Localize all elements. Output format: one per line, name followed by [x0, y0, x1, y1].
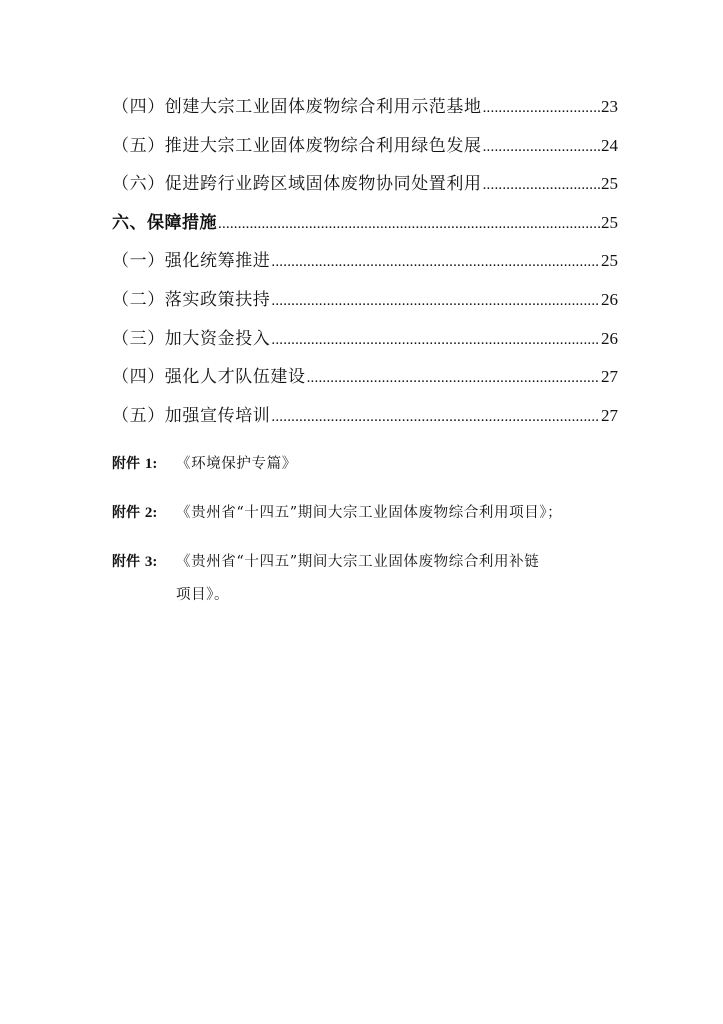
toc-dot-leader	[271, 286, 600, 316]
attachment-key-word: 附件	[112, 554, 140, 570]
attachment-title	[176, 546, 632, 612]
toc-entry-label: 六、保障措施	[112, 212, 217, 233]
attachment-title-continuation: 项目》。	[176, 587, 230, 603]
toc-dot-leader	[271, 402, 600, 432]
toc-dot-leader	[307, 363, 600, 393]
toc-entry[interactable]	[112, 401, 618, 440]
toc-entry-label: （五）加强宣传培训	[112, 405, 271, 426]
toc-entry[interactable]	[112, 246, 618, 285]
attachment-item	[112, 448, 632, 481]
attachment-number: 3:	[144, 554, 158, 570]
toc-page-number: 24	[601, 135, 618, 155]
toc-dot-leader	[271, 325, 600, 355]
toc-page-number: 25	[601, 212, 618, 232]
attachment-title-text: 《环境保护专篇》	[176, 456, 297, 472]
attachment-key	[112, 546, 176, 612]
attachments-list	[112, 448, 632, 612]
attachment-title-text: 《贵州省“十四五”期间大宗工业固体废物综合利用项目》；	[176, 505, 563, 521]
toc-entry[interactable]	[112, 92, 618, 131]
toc-entry-label: （五）推进大宗工业固体废物综合利用绿色发展	[112, 135, 482, 156]
toc-entry[interactable]	[112, 169, 618, 208]
toc-page-number: 25	[601, 251, 618, 271]
toc-dot-leader	[483, 170, 600, 200]
attachment-item	[112, 497, 632, 530]
attachment-number: 1:	[144, 456, 158, 472]
toc-page-number: 26	[601, 289, 618, 309]
toc-section-entry[interactable]	[112, 208, 618, 247]
toc-entry-label: （六）促进跨行业跨区域固体废物协同处置利用	[112, 174, 482, 195]
toc-page-number: 27	[601, 367, 618, 387]
attachment-title	[176, 497, 632, 530]
toc-page-number: 23	[601, 97, 618, 116]
toc-entry-label: （四）创建大宗工业固体废物综合利用示范基地	[112, 97, 482, 117]
toc-entry-label: （一）强化统筹推进	[112, 251, 271, 272]
toc-entry-label: （三）加大资金投入	[112, 328, 271, 349]
toc-entry[interactable]	[112, 131, 618, 170]
attachment-key	[112, 497, 176, 530]
attachment-title-text: 《贵州省“十四五”期间大宗工业固体废物综合利用补链	[176, 554, 540, 570]
toc-entry[interactable]	[112, 285, 618, 324]
toc-entry[interactable]	[112, 324, 618, 363]
toc-entry-label: （四）强化人才队伍建设	[112, 367, 306, 388]
attachment-key-word: 附件	[112, 505, 140, 521]
toc-dot-leader	[271, 247, 600, 277]
attachment-title	[176, 448, 632, 481]
toc-dot-leader	[483, 93, 600, 123]
attachment-number: 2:	[144, 505, 158, 521]
toc-page-number: 25	[601, 174, 618, 194]
table-of-contents	[112, 92, 618, 439]
attachment-key-word: 附件	[112, 456, 140, 472]
attachment-key	[112, 448, 176, 481]
toc-entry-label: （二）落实政策扶持	[112, 289, 271, 310]
toc-page-number: 27	[601, 405, 618, 425]
toc-page-number: 26	[601, 328, 618, 348]
attachment-item	[112, 546, 632, 612]
toc-dot-leader	[483, 132, 600, 162]
toc-dot-leader	[218, 209, 600, 239]
toc-entry[interactable]	[112, 362, 618, 401]
